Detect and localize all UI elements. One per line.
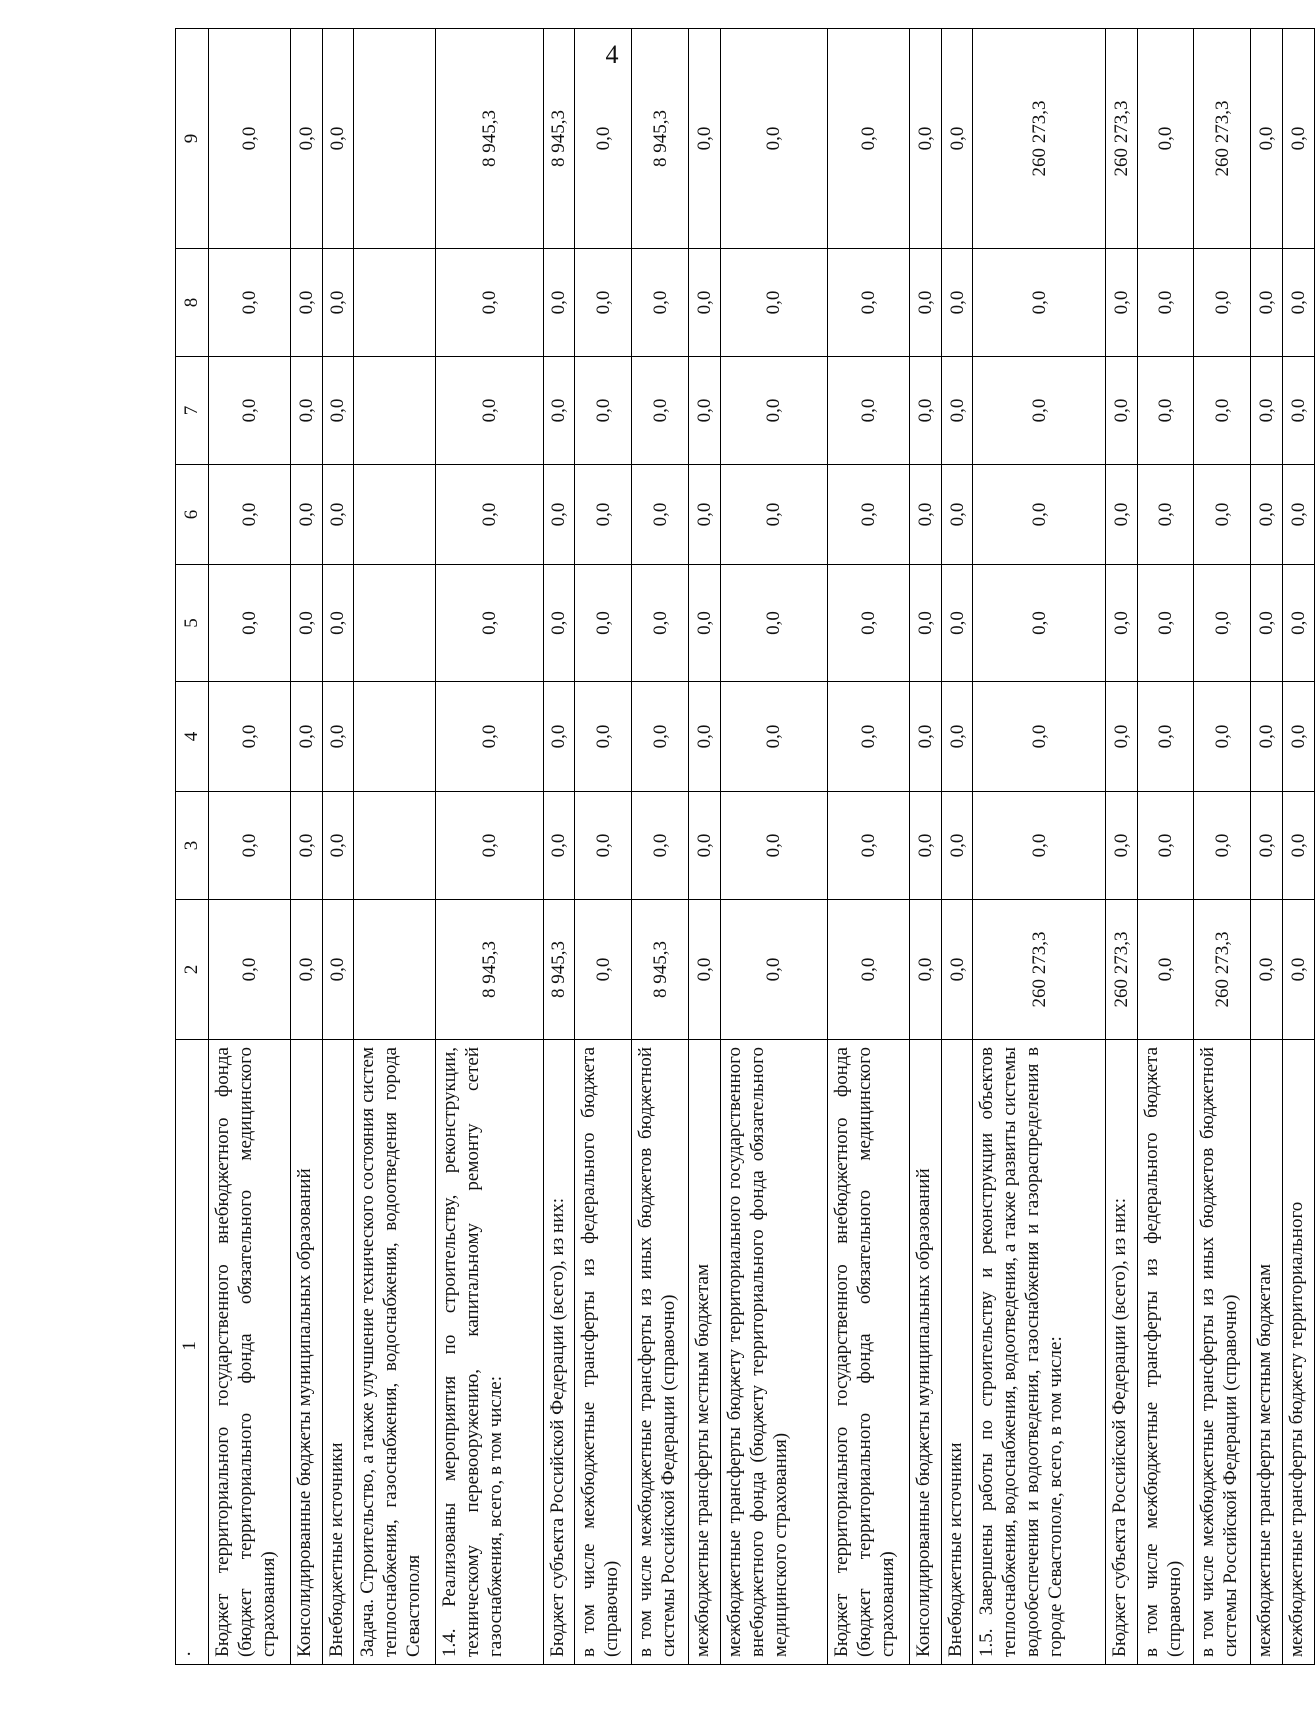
- row-description: Внебюджетные источники: [322, 1040, 354, 1665]
- row-description: в том числе межбюджетные трансферты из иных бюджетов бюджетной системы Российской Федерации (справочно): [1194, 1040, 1251, 1665]
- value-cell: 0,0: [208, 249, 290, 357]
- row-description: Бюджет субъекта Российской Федерации (всего), из них:: [1105, 1040, 1137, 1665]
- value-cell: 0,0: [632, 682, 689, 792]
- value-cell: 0,0: [1283, 682, 1315, 792]
- value-cell: 0,0: [543, 357, 575, 465]
- value-cell: 0,0: [910, 465, 942, 565]
- value-cell: 0,0: [436, 249, 543, 357]
- value-cell: 0,0: [941, 465, 973, 565]
- value-cell: 0,0: [290, 357, 322, 465]
- value-cell: 0,0: [436, 565, 543, 682]
- row-description: в том числе межбюджетные трансферты из федерального бюджета (справочно): [575, 1040, 632, 1665]
- value-cell: 0,0: [575, 682, 632, 792]
- value-cell: 0,0: [910, 249, 942, 357]
- value-cell: 0,0: [720, 792, 827, 900]
- value-cell: 0,0: [322, 682, 354, 792]
- table-body: [176, 29, 1315, 1665]
- table-header-row: [176, 29, 209, 1665]
- value-cell: 0,0: [1105, 249, 1137, 357]
- table-row: [720, 29, 827, 1665]
- value-cell: 0,0: [1137, 900, 1194, 1040]
- value-cell: 0,0: [632, 792, 689, 900]
- value-cell: 0,0: [322, 249, 354, 357]
- row-description: межбюджетные трансферты местным бюджетам: [689, 1040, 721, 1665]
- value-cell: 0,0: [973, 465, 1105, 565]
- value-cell: 0,0: [973, 682, 1105, 792]
- table-row: [1105, 29, 1137, 1665]
- header-cell: [176, 1040, 209, 1665]
- value-cell: [354, 357, 436, 465]
- row-description: Задача. Строительство, а также улучшение технического состояния систем теплоснабжения, газоснабжения, водоснабжения, водоотведения города Севастополя: [354, 1040, 436, 1665]
- value-cell: 0,0: [543, 249, 575, 357]
- header-cell: 9: [176, 29, 209, 249]
- value-cell: 0,0: [689, 900, 721, 1040]
- value-cell: 0,0: [689, 792, 721, 900]
- value-cell: 0,0: [632, 357, 689, 465]
- value-cell: 0,0: [575, 565, 632, 682]
- value-cell: 0,0: [1283, 465, 1315, 565]
- header-mark: ·: [179, 1650, 200, 1657]
- value-cell: 0,0: [1283, 900, 1315, 1040]
- value-cell: 260 273,3: [1194, 900, 1251, 1040]
- value-cell: 8 945,3: [436, 900, 543, 1040]
- value-cell: 0,0: [689, 465, 721, 565]
- value-cell: 0,0: [322, 465, 354, 565]
- value-cell: 0,0: [436, 792, 543, 900]
- table-row: [1283, 29, 1315, 1665]
- value-cell: 0,0: [720, 249, 827, 357]
- value-cell: 0,0: [1283, 357, 1315, 465]
- value-cell: 8 945,3: [632, 29, 689, 249]
- table-row: [354, 29, 436, 1665]
- row-description: межбюджетные трансферты бюджету территориального: [1283, 1040, 1315, 1665]
- value-cell: 0,0: [1194, 357, 1251, 465]
- value-cell: 0,0: [941, 29, 973, 249]
- value-cell: 0,0: [1194, 249, 1251, 357]
- value-cell: 0,0: [689, 682, 721, 792]
- value-cell: [354, 249, 436, 357]
- value-cell: 0,0: [1105, 565, 1137, 682]
- value-cell: 0,0: [1251, 792, 1283, 900]
- value-cell: 0,0: [1283, 792, 1315, 900]
- value-cell: 0,0: [828, 357, 910, 465]
- value-cell: 0,0: [436, 682, 543, 792]
- row-description: Внебюджетные источники: [941, 1040, 973, 1665]
- row-description: Консолидированные бюджеты муниципальных образований: [290, 1040, 322, 1665]
- value-cell: 0,0: [1251, 565, 1283, 682]
- value-cell: 0,0: [689, 249, 721, 357]
- header-cell: 8: [176, 249, 209, 357]
- value-cell: 0,0: [632, 465, 689, 565]
- header-cell: 2: [176, 900, 209, 1040]
- table-row: [208, 29, 290, 1665]
- value-cell: 0,0: [1137, 465, 1194, 565]
- value-cell: 0,0: [290, 249, 322, 357]
- value-cell: 0,0: [828, 249, 910, 357]
- value-cell: 0,0: [1194, 565, 1251, 682]
- value-cell: 0,0: [1251, 900, 1283, 1040]
- value-cell: 0,0: [575, 792, 632, 900]
- value-cell: 0,0: [575, 29, 632, 249]
- header-cell: 3: [176, 792, 209, 900]
- table-row: [689, 29, 721, 1665]
- value-cell: 0,0: [828, 565, 910, 682]
- value-cell: 0,0: [322, 900, 354, 1040]
- value-cell: 0,0: [828, 792, 910, 900]
- row-description: в том числе межбюджетные трансферты из федерального бюджета (справочно): [1137, 1040, 1194, 1665]
- value-cell: 0,0: [941, 565, 973, 682]
- table-row: [828, 29, 910, 1665]
- value-cell: 0,0: [1105, 357, 1137, 465]
- value-cell: 0,0: [1251, 249, 1283, 357]
- value-cell: 0,0: [290, 465, 322, 565]
- value-cell: 0,0: [208, 565, 290, 682]
- value-cell: 0,0: [436, 357, 543, 465]
- header-label: 1: [179, 1341, 200, 1351]
- page-number: 4: [605, 40, 619, 69]
- value-cell: 0,0: [1251, 29, 1283, 249]
- value-cell: 0,0: [290, 682, 322, 792]
- value-cell: 0,0: [720, 357, 827, 465]
- value-cell: 0,0: [1105, 792, 1137, 900]
- value-cell: 0,0: [208, 792, 290, 900]
- value-cell: 0,0: [720, 900, 827, 1040]
- value-cell: 0,0: [941, 357, 973, 465]
- value-cell: 0,0: [1105, 682, 1137, 792]
- value-cell: 8 945,3: [543, 29, 575, 249]
- row-description: в том числе межбюджетные трансферты из иных бюджетов бюджетной системы Российской Федерации (справочно): [632, 1040, 689, 1665]
- value-cell: 0,0: [208, 357, 290, 465]
- value-cell: 0,0: [1137, 565, 1194, 682]
- value-cell: 0,0: [828, 29, 910, 249]
- value-cell: 0,0: [322, 29, 354, 249]
- value-cell: 0,0: [720, 29, 827, 249]
- budget-table: [175, 28, 1315, 1665]
- table-row: [910, 29, 942, 1665]
- value-cell: 260 273,3: [973, 900, 1105, 1040]
- value-cell: 0,0: [973, 357, 1105, 465]
- value-cell: 0,0: [1137, 792, 1194, 900]
- table-row: [322, 29, 354, 1665]
- value-cell: 0,0: [973, 565, 1105, 682]
- table-row: [941, 29, 973, 1665]
- rotated-table-wrapper: [175, 29, 1315, 1665]
- table-row: [1251, 29, 1283, 1665]
- row-description: Бюджет территориального государственного внебюджетного фонда (бюджет территориального фонда обязательного медицинского страхования): [828, 1040, 910, 1665]
- row-description: межбюджетные трансферты местным бюджетам: [1251, 1040, 1283, 1665]
- value-cell: 0,0: [208, 465, 290, 565]
- row-description: Бюджет территориального государственного внебюджетного фонда (бюджет территориального фонда обязательного медицинского страхования): [208, 1040, 290, 1665]
- value-cell: 0,0: [1251, 682, 1283, 792]
- value-cell: 0,0: [1105, 465, 1137, 565]
- value-cell: 0,0: [1283, 29, 1315, 249]
- value-cell: 0,0: [720, 565, 827, 682]
- table-row: [436, 29, 543, 1665]
- value-cell: 0,0: [1194, 682, 1251, 792]
- value-cell: 0,0: [720, 465, 827, 565]
- value-cell: 0,0: [689, 29, 721, 249]
- value-cell: 0,0: [436, 465, 543, 565]
- value-cell: 0,0: [575, 357, 632, 465]
- value-cell: 0,0: [941, 900, 973, 1040]
- table-row: [632, 29, 689, 1665]
- value-cell: 0,0: [575, 465, 632, 565]
- value-cell: 0,0: [1283, 565, 1315, 682]
- value-cell: 0,0: [322, 565, 354, 682]
- value-cell: 0,0: [575, 249, 632, 357]
- row-description: 1.5. Завершены работы по строительству и реконструкции объектов теплоснабжения, водоснабжения, водоотведения, а также развиты системы водообеспечения и водоотведения, газоснабжения и газораспределения в городе Севастополе, всего, в том числе:: [973, 1040, 1105, 1665]
- value-cell: 0,0: [828, 682, 910, 792]
- value-cell: 8 945,3: [632, 900, 689, 1040]
- value-cell: [354, 682, 436, 792]
- value-cell: 0,0: [1137, 249, 1194, 357]
- value-cell: 0,0: [941, 792, 973, 900]
- value-cell: 0,0: [973, 792, 1105, 900]
- value-cell: 0,0: [322, 357, 354, 465]
- row-description: 1.4. Реализованы мероприятия по строительству, реконструкции, техническому перевооружению, капитальному ремонту сетей газоснабжения, всего, в том числе:: [436, 1040, 543, 1665]
- value-cell: 0,0: [689, 357, 721, 465]
- row-description: Консолидированные бюджеты муниципальных образований: [910, 1040, 942, 1665]
- table-row: [543, 29, 575, 1665]
- header-cell: 5: [176, 565, 209, 682]
- value-cell: 0,0: [910, 900, 942, 1040]
- value-cell: 0,0: [543, 465, 575, 565]
- row-description: Бюджет субъекта Российской Федерации (всего), из них:: [543, 1040, 575, 1665]
- table-row: [973, 29, 1105, 1665]
- value-cell: 8 945,3: [543, 900, 575, 1040]
- value-cell: 260 273,3: [1105, 900, 1137, 1040]
- row-description: межбюджетные трансферты бюджету территориального государственного внебюджетного фонда (бюджету территориального фонда обязательного медицинского страхования): [720, 1040, 827, 1665]
- value-cell: 8 945,3: [436, 29, 543, 249]
- value-cell: 0,0: [632, 249, 689, 357]
- value-cell: 0,0: [828, 465, 910, 565]
- value-cell: 260 273,3: [973, 29, 1105, 249]
- value-cell: 0,0: [1251, 357, 1283, 465]
- table-row: [575, 29, 632, 1665]
- value-cell: 0,0: [910, 565, 942, 682]
- value-cell: 0,0: [543, 682, 575, 792]
- header-cell: 6: [176, 465, 209, 565]
- value-cell: 0,0: [910, 792, 942, 900]
- value-cell: 260 273,3: [1194, 29, 1251, 249]
- value-cell: 0,0: [322, 792, 354, 900]
- table-row: [1137, 29, 1194, 1665]
- value-cell: [354, 465, 436, 565]
- value-cell: 0,0: [910, 357, 942, 465]
- value-cell: 260 273,3: [1105, 29, 1137, 249]
- value-cell: [354, 900, 436, 1040]
- value-cell: 0,0: [828, 900, 910, 1040]
- table-row: [1194, 29, 1251, 1665]
- value-cell: [354, 792, 436, 900]
- value-cell: 0,0: [290, 29, 322, 249]
- value-cell: 0,0: [208, 682, 290, 792]
- value-cell: 0,0: [910, 29, 942, 249]
- value-cell: 0,0: [543, 565, 575, 682]
- value-cell: [354, 565, 436, 682]
- value-cell: 0,0: [941, 249, 973, 357]
- header-cell: 7: [176, 357, 209, 465]
- value-cell: 0,0: [632, 565, 689, 682]
- value-cell: 0,0: [689, 565, 721, 682]
- value-cell: 0,0: [290, 900, 322, 1040]
- value-cell: 0,0: [720, 682, 827, 792]
- value-cell: 0,0: [1137, 357, 1194, 465]
- value-cell: 0,0: [941, 682, 973, 792]
- value-cell: [354, 29, 436, 249]
- value-cell: 0,0: [575, 900, 632, 1040]
- value-cell: 0,0: [1137, 29, 1194, 249]
- value-cell: 0,0: [290, 792, 322, 900]
- header-cell: 4: [176, 682, 209, 792]
- table-row: [290, 29, 322, 1665]
- value-cell: 0,0: [290, 565, 322, 682]
- value-cell: 0,0: [1194, 465, 1251, 565]
- value-cell: 0,0: [973, 249, 1105, 357]
- value-cell: 0,0: [1251, 465, 1283, 565]
- value-cell: 0,0: [910, 682, 942, 792]
- value-cell: 0,0: [1283, 249, 1315, 357]
- value-cell: 0,0: [1137, 682, 1194, 792]
- value-cell: 0,0: [208, 29, 290, 249]
- value-cell: 0,0: [1194, 792, 1251, 900]
- value-cell: 0,0: [543, 792, 575, 900]
- value-cell: 0,0: [208, 900, 290, 1040]
